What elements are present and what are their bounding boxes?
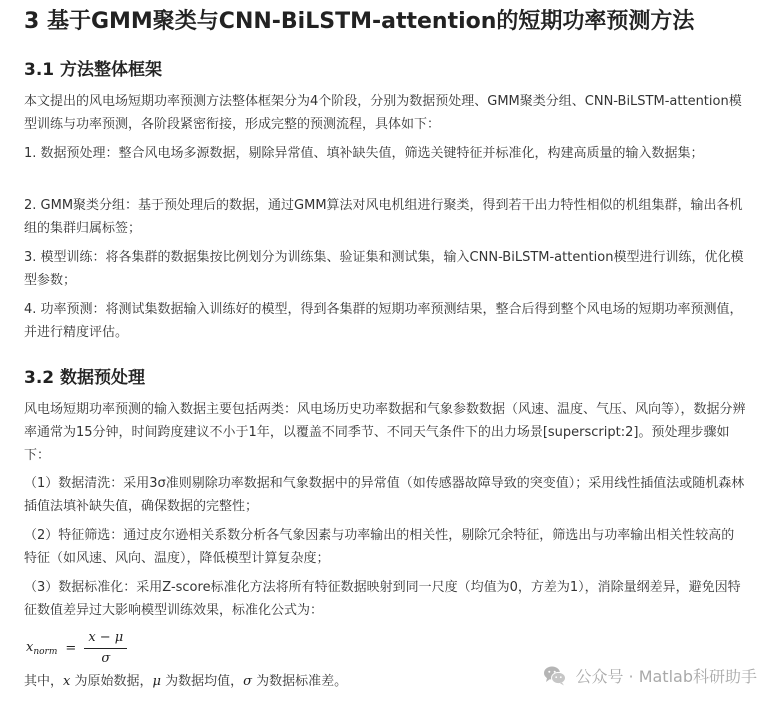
wechat-icon <box>543 665 567 687</box>
preprocessing-step-1: （1）数据清洗：采用3σ准则剔除功率数据和气象数据中的异常值（如传感器故障导致的突变值）；采用线性插值法或随机森林插值法填补缺失值，确保数据的完整性； <box>24 476 745 514</box>
preprocessing-step-3: （3）数据标准化：采用Z-score标准化方法将所有特征数据映射到同一尺度（均值为0，方差为1），消除量纲差异，避免因特征数值差异过大影响模型训练效果，标准化公式为： <box>24 580 741 618</box>
section-heading-preprocessing: 3.2 数据预处理 <box>24 368 146 388</box>
formula-numerator: x − μ <box>84 630 127 649</box>
explain-var-sigma: σ <box>243 674 252 689</box>
explain-text-1: 其中， <box>24 674 64 689</box>
explain-text-3: 为数据均值， <box>160 674 244 689</box>
explain-var-mu: μ <box>152 674 161 689</box>
formula-lhs-subscript: norm <box>33 646 58 657</box>
zscore-formula <box>26 626 127 670</box>
preprocessing-intro: 风电场短期功率预测的输入数据主要包括两类：风电场历史功率数据和气象参数数据（风速、温度、气压、风向等），数据分辨率通常为15分钟，时间跨度建议不小于1年，以覆盖不同季节、不同天气条件下的出力场景[superscript:2]。预处理步骤如下： <box>24 402 746 463</box>
formula-denominator: σ <box>101 650 111 666</box>
framework-item-2: 2. GMM聚类分组：基于预处理后的数据，通过GMM算法对风电机组进行聚类，得到若干出力特性相似的机组集群，输出各机组的集群归属标签； <box>24 198 743 236</box>
framework-item-1: 1. 数据预处理：整合风电场多源数据，剔除异常值、填补缺失值，筛选关键特征并标准化，构建高质量的输入数据集； <box>24 146 704 161</box>
explain-text-2: 为原始数据， <box>70 674 153 689</box>
explain-text-4: 为数据标准差。 <box>251 674 348 689</box>
formula-lhs-var: x <box>26 639 34 655</box>
watermark-text: 公众号 · Matlab科研助手 <box>575 667 757 686</box>
formula-fraction <box>84 630 127 667</box>
framework-item-3: 3. 模型训练：将各集群的数据集按比例划分为训练集、验证集和测试集，输入CNN-BiLSTM-attention模型进行训练，优化模型参数； <box>24 250 744 288</box>
page-title: 3 基于GMM聚类与CNN-BiLSTM-attention的短期功率预测方法 <box>24 9 695 34</box>
formula-lhs <box>26 640 57 657</box>
framework-intro: 本文提出的风电场短期功率预测方法整体框架分为4个阶段，分别为数据预处理、GMM聚类分组、CNN-BiLSTM-attention模型训练与功率预测，各阶段紧密衔接，形成完整的预测流程，具体如下： <box>24 94 742 132</box>
formula-equals: = <box>65 640 77 656</box>
watermark <box>543 664 757 687</box>
preprocessing-step-2: （2）特征筛选：通过皮尔逊相关系数分析各气象因素与功率输出的相关性，剔除冗余特征，筛选出与功率输出相关性较高的特征（如风速、风向、温度），降低模型计算复杂度； <box>24 528 735 566</box>
explain-var-x: x <box>63 674 71 689</box>
section-heading-framework: 3.1 方法整体框架 <box>24 60 163 80</box>
framework-item-4: 4. 功率预测：将测试集数据输入训练好的模型，得到各集群的短期功率预测结果，整合后得到整个风电场的短期功率预测值，并进行精度评估。 <box>24 302 743 340</box>
